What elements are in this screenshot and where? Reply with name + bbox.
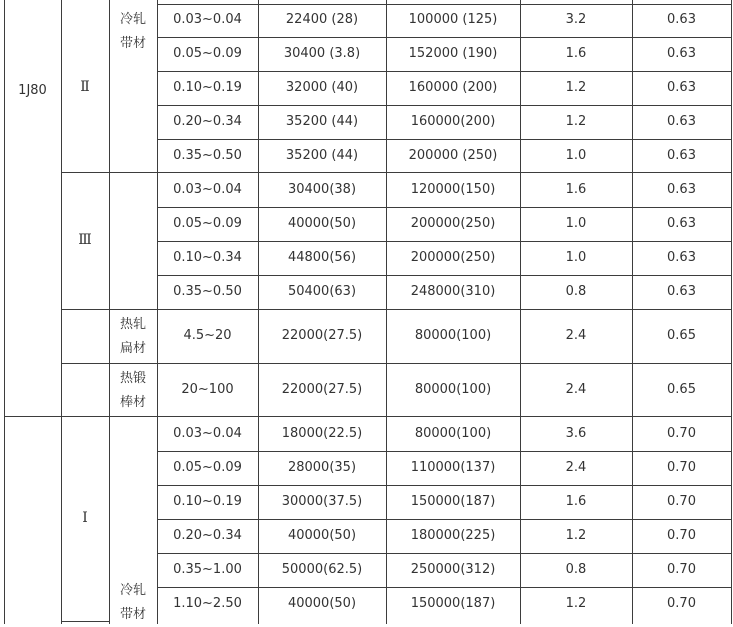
row-divider bbox=[157, 451, 732, 452]
coercivity-cell: 3.2 bbox=[565, 12, 587, 27]
coercivity-cell: 1.2 bbox=[565, 114, 587, 129]
thickness-cell: 20~100 bbox=[181, 382, 234, 397]
row-divider bbox=[61, 621, 109, 622]
thickness-cell: 0.05~0.09 bbox=[173, 216, 242, 231]
row-divider bbox=[157, 587, 732, 588]
coercivity-cell: 1.2 bbox=[565, 80, 587, 95]
saturation-cell: 0.70 bbox=[667, 460, 696, 475]
column-divider bbox=[731, 0, 732, 624]
thickness-cell: 4.5~20 bbox=[183, 328, 232, 343]
coercivity-cell: 2.4 bbox=[565, 328, 587, 343]
form-label-line: 冷轧 bbox=[119, 12, 146, 27]
max-permeability-cell: 100000 (125) bbox=[408, 12, 498, 27]
saturation-cell: 0.63 bbox=[667, 114, 696, 129]
row-divider bbox=[157, 139, 732, 140]
thickness-cell: 0.35~1.00 bbox=[173, 562, 242, 577]
thickness-cell: 0.05~0.09 bbox=[173, 46, 242, 61]
thickness-cell: 0.35~0.50 bbox=[173, 284, 242, 299]
initial-permeability-cell: 35200 (44) bbox=[285, 148, 359, 163]
form-label-line: 带材 bbox=[119, 607, 146, 622]
initial-permeability-cell: 30000(37.5) bbox=[281, 494, 363, 509]
max-permeability-cell: 120000(150) bbox=[410, 182, 496, 197]
saturation-cell: 0.63 bbox=[667, 80, 696, 95]
coercivity-cell: 2.4 bbox=[565, 460, 587, 475]
saturation-cell: 0.65 bbox=[667, 382, 696, 397]
initial-permeability-cell: 32000 (40) bbox=[285, 80, 359, 95]
initial-permeability-cell: 40000(50) bbox=[287, 596, 357, 611]
form-label-line: 热锻 bbox=[119, 371, 146, 386]
saturation-cell: 0.70 bbox=[667, 562, 696, 577]
row-divider bbox=[157, 105, 732, 106]
initial-permeability-cell: 22000(27.5) bbox=[281, 382, 363, 397]
coercivity-cell: 1.6 bbox=[565, 182, 587, 197]
max-permeability-cell: 180000(225) bbox=[410, 528, 496, 543]
form-label-line: 带材 bbox=[119, 36, 146, 51]
form-label bbox=[118, 367, 148, 415]
saturation-cell: 0.70 bbox=[667, 596, 696, 611]
column-divider bbox=[109, 0, 110, 172]
form-label bbox=[118, 579, 148, 627]
thickness-cell: 0.10~0.19 bbox=[173, 80, 242, 95]
thickness-cell: 0.35~0.50 bbox=[173, 148, 242, 163]
coercivity-cell: 3.6 bbox=[565, 426, 587, 441]
row-divider bbox=[157, 241, 732, 242]
initial-permeability-cell: 22400 (28) bbox=[285, 12, 359, 27]
max-permeability-cell: 150000(187) bbox=[410, 494, 496, 509]
coercivity-cell: 1.0 bbox=[565, 216, 587, 231]
max-permeability-cell: 150000(187) bbox=[410, 596, 496, 611]
coercivity-cell: 1.6 bbox=[565, 494, 587, 509]
saturation-cell: 0.63 bbox=[667, 284, 696, 299]
form-label-line: 扁材 bbox=[119, 341, 146, 356]
thickness-cell: 1.10~2.50 bbox=[173, 596, 242, 611]
initial-permeability-cell: 50000(62.5) bbox=[281, 562, 363, 577]
coercivity-cell: 0.8 bbox=[565, 284, 587, 299]
initial-permeability-cell: 30400(38) bbox=[287, 182, 357, 197]
coercivity-cell: 1.6 bbox=[565, 46, 587, 61]
group-label-ii: Ⅱ bbox=[80, 79, 90, 95]
coercivity-cell: 0.8 bbox=[565, 562, 587, 577]
saturation-cell: 0.63 bbox=[667, 182, 696, 197]
max-permeability-cell: 160000(200) bbox=[410, 114, 496, 129]
group-label-i: Ⅰ bbox=[82, 510, 88, 526]
row-divider bbox=[157, 275, 732, 276]
max-permeability-cell: 250000(312) bbox=[410, 562, 496, 577]
thickness-cell: 0.10~0.34 bbox=[173, 250, 242, 265]
coercivity-cell: 1.2 bbox=[565, 596, 587, 611]
coercivity-cell: 1.2 bbox=[565, 528, 587, 543]
column-divider bbox=[109, 416, 110, 624]
initial-permeability-cell: 35200 (44) bbox=[285, 114, 359, 129]
max-permeability-cell: 200000(250) bbox=[410, 216, 496, 231]
thickness-cell: 0.03~0.04 bbox=[173, 12, 242, 27]
form-label-line: 棒材 bbox=[119, 395, 146, 410]
row-divider bbox=[157, 485, 732, 486]
initial-permeability-cell: 18000(22.5) bbox=[281, 426, 363, 441]
max-permeability-cell: 248000(310) bbox=[410, 284, 496, 299]
saturation-cell: 0.63 bbox=[667, 12, 696, 27]
initial-permeability-cell: 28000(35) bbox=[287, 460, 357, 475]
coercivity-cell: 1.0 bbox=[565, 148, 587, 163]
row-divider bbox=[157, 4, 732, 5]
max-permeability-cell: 110000(137) bbox=[410, 460, 496, 475]
thickness-cell: 0.03~0.04 bbox=[173, 426, 242, 441]
thickness-cell: 0.20~0.34 bbox=[173, 528, 242, 543]
alloy-grade: 1J80 bbox=[18, 83, 47, 98]
saturation-cell: 0.63 bbox=[667, 148, 696, 163]
column-divider bbox=[109, 172, 110, 309]
form-label-line: 热轧 bbox=[119, 317, 146, 332]
saturation-cell: 0.70 bbox=[667, 426, 696, 441]
initial-permeability-cell: 40000(50) bbox=[287, 528, 357, 543]
saturation-cell: 0.63 bbox=[667, 216, 696, 231]
thickness-cell: 0.20~0.34 bbox=[173, 114, 242, 129]
max-permeability-cell: 80000(100) bbox=[414, 382, 492, 397]
row-divider bbox=[157, 553, 732, 554]
max-permeability-cell: 80000(100) bbox=[414, 328, 492, 343]
initial-permeability-cell: 30400 (3.8) bbox=[283, 46, 361, 61]
form-label-line: 冷轧 bbox=[119, 583, 146, 598]
max-permeability-cell: 152000 (190) bbox=[408, 46, 498, 61]
coercivity-cell: 1.0 bbox=[565, 250, 587, 265]
saturation-cell: 0.63 bbox=[667, 46, 696, 61]
row-divider bbox=[157, 37, 732, 38]
saturation-cell: 0.63 bbox=[667, 250, 696, 265]
coercivity-cell: 2.4 bbox=[565, 382, 587, 397]
form-label bbox=[118, 313, 148, 361]
row-divider bbox=[157, 519, 732, 520]
row-divider bbox=[157, 71, 732, 72]
row-divider bbox=[157, 207, 732, 208]
column-divider bbox=[109, 309, 110, 416]
thickness-cell: 0.10~0.19 bbox=[173, 494, 242, 509]
max-permeability-cell: 160000 (200) bbox=[408, 80, 498, 95]
thickness-cell: 0.03~0.04 bbox=[173, 182, 242, 197]
saturation-cell: 0.65 bbox=[667, 328, 696, 343]
saturation-cell: 0.70 bbox=[667, 494, 696, 509]
max-permeability-cell: 80000(100) bbox=[414, 426, 492, 441]
max-permeability-cell: 200000 (250) bbox=[408, 148, 498, 163]
form-label bbox=[118, 8, 148, 56]
thickness-cell: 0.05~0.09 bbox=[173, 460, 242, 475]
max-permeability-cell: 200000(250) bbox=[410, 250, 496, 265]
group-label-iii: Ⅲ bbox=[78, 232, 92, 248]
initial-permeability-cell: 50400(63) bbox=[287, 284, 357, 299]
initial-permeability-cell: 40000(50) bbox=[287, 216, 357, 231]
saturation-cell: 0.70 bbox=[667, 528, 696, 543]
initial-permeability-cell: 22000(27.5) bbox=[281, 328, 363, 343]
section-divider bbox=[4, 416, 732, 417]
initial-permeability-cell: 44800(56) bbox=[287, 250, 357, 265]
